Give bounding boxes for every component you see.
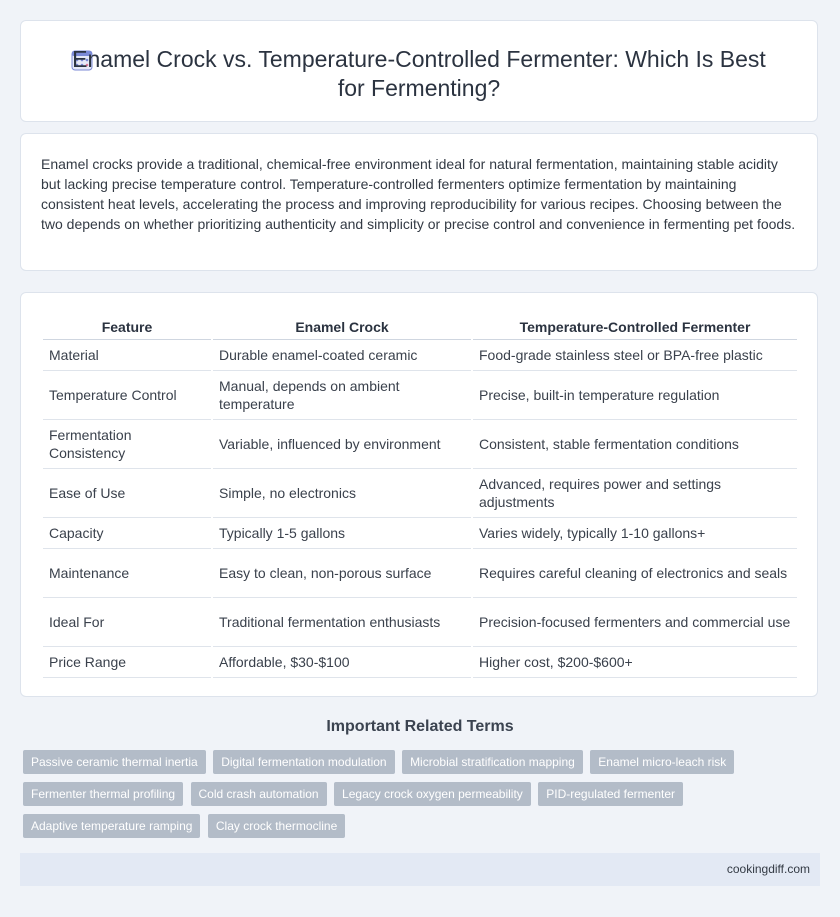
table-cell: Higher cost, $200-$600+ [473,647,797,678]
column-header-feature: Feature [43,315,211,340]
table-cell: Typically 1-5 gallons [213,518,471,549]
related-term-tag[interactable]: Clay crock thermocline [208,814,345,838]
table-row [43,647,797,678]
table-cell: Durable enamel-coated ceramic [213,340,471,371]
related-term-tag[interactable]: Cold crash automation [191,782,327,806]
table-cell: Maintenance [43,549,211,598]
footer-domain-link[interactable]: cookingdiff.com [726,862,810,876]
table-cell: Requires careful cleaning of electronics and seals [473,549,797,598]
table-cell: Affordable, $30-$100 [213,647,471,678]
table-cell: Advanced, requires power and settings adjustments [473,469,797,518]
table-cell: Traditional fermentation enthusiasts [213,598,471,647]
related-term-tag[interactable]: Fermenter thermal profiling [23,782,183,806]
intro-paragraph: Enamel crocks provide a traditional, chemical-free environment ideal for natural fermentation, maintaining stable acidity but lacking precise temperature control. Temperature-controlled fermenters optimize fermentation by maintaining consistent heat levels, accelerating the process and improving reproducibility for various recipes. Choosing between the two depends on whether prioritizing authenticity and simplicity or precise control and convenience in fermenting pet foods. [41,156,796,232]
related-term-tag[interactable]: Legacy crock oxygen permeability [334,782,531,806]
comparison-card [20,292,818,697]
table-cell: Temperature Control [43,371,211,420]
table-row [43,518,797,549]
table-row [43,549,797,598]
table-header-row [43,315,797,340]
table-cell: Precise, built-in temperature regulation [473,371,797,420]
related-term-tag[interactable]: Enamel micro-leach risk [590,750,734,774]
intro-card [20,133,818,271]
table-cell: Fermentation Consistency [43,420,211,469]
page-title: Enamel Crock vs. Temperature-Controlled Fermenter: Which Is Best for Fermenting? [72,46,766,101]
table-cell: Ease of Use [43,469,211,518]
related-term-tag[interactable]: Microbial stratification mapping [402,750,583,774]
table-cell: Easy to clean, non-porous surface [213,549,471,598]
comparison-table [41,315,799,678]
table-cell: Food-grade stainless steel or BPA-free plastic [473,340,797,371]
table-row [43,420,797,469]
related-term-tag[interactable]: PID-regulated fermenter [538,782,683,806]
table-cell: Consistent, stable fermentation conditions [473,420,797,469]
related-term-tag[interactable]: Adaptive temperature ramping [23,814,200,838]
table-cell: Price Range [43,647,211,678]
footer-bar [20,853,820,886]
table-row [43,340,797,371]
related-term-tag[interactable]: Passive ceramic thermal inertia [23,750,206,774]
table-cell: Simple, no electronics [213,469,471,518]
table-cell: Manual, depends on ambient temperature [213,371,471,420]
related-term-tag[interactable]: Digital fermentation modulation [213,750,394,774]
table-row [43,469,797,518]
column-header-fermenter: Temperature-Controlled Fermenter [473,315,797,340]
table-cell: Ideal For [43,598,211,647]
title-card [20,20,818,122]
table-cell: Varies widely, typically 1-10 gallons+ [473,518,797,549]
table-cell: Capacity [43,518,211,549]
related-terms-heading: Important Related Terms [326,718,514,735]
table-cell: Material [43,340,211,371]
table-cell: Variable, influenced by environment [213,420,471,469]
table-cell: Precision-focused fermenters and commercial use [473,598,797,647]
table-row [43,371,797,420]
column-header-enamel-crock: Enamel Crock [213,315,471,340]
related-terms-list [23,750,803,846]
table-row [43,598,797,647]
